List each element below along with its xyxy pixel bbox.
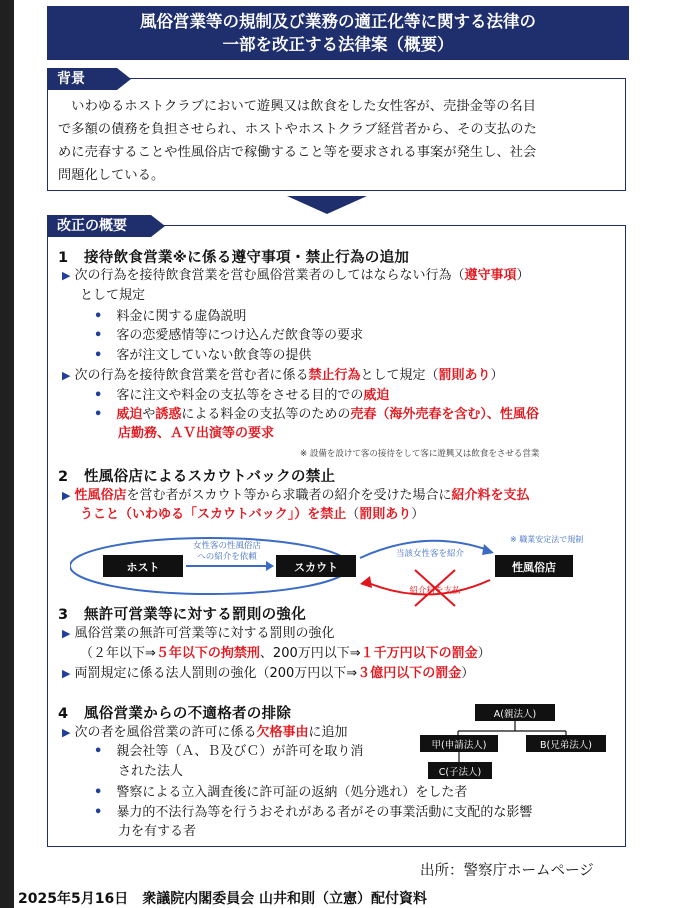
org-label-c: C(子法人)	[438, 767, 482, 778]
highlight-red: うこと（いわゆる「スカウトバック」）を禁止	[80, 507, 347, 522]
text: 警察による立入調査後に許可証の返納（処分逃れ）をした者	[116, 785, 468, 800]
text: に追加	[308, 725, 348, 740]
highlight-red: 売春（海外売春を含む）、性風俗	[350, 407, 539, 422]
s4-item	[94, 784, 467, 802]
highlight-red: ５年以下の拘禁刑	[155, 646, 260, 661]
bullet-dot-icon: •	[94, 328, 103, 343]
text: を営む者がスカウト等から求職者の紹介を受けた場合に	[126, 488, 452, 503]
background-panel	[47, 78, 626, 191]
highlight-red: 欠格事由	[256, 725, 309, 740]
highlight-red: 威迫	[116, 407, 143, 422]
bullet-dot-icon: •	[94, 407, 103, 422]
section-3-heading	[58, 603, 306, 624]
text: ）	[490, 368, 504, 383]
store-label: 性風俗店	[512, 561, 556, 574]
diagram-note: ※ 職業安定法で規制	[510, 535, 584, 544]
scout-back-diagram	[70, 528, 615, 610]
text: ）	[477, 646, 491, 661]
text: 客の恋愛感情等につけ込んだ飲食等の要求	[116, 328, 364, 343]
highlight-red: 罰則あり	[438, 368, 491, 383]
s1-item	[94, 406, 539, 424]
section-number: 2	[58, 469, 69, 485]
triangle-bullet-icon: ▶	[62, 667, 71, 680]
bullet-dot-icon: •	[94, 388, 103, 403]
bullet-dot-icon: •	[94, 309, 103, 324]
text: による料金の支払等のための	[181, 407, 351, 422]
text: ）	[411, 507, 425, 522]
text: 次の行為を接待飲食営業を営む者に係る	[74, 368, 309, 383]
s1-item	[94, 387, 389, 405]
text: 客が注文していない飲食等の提供	[116, 348, 312, 363]
distribution-note: 2025年5月16日 衆議院内閣委員会 山井和則（立憲）配付資料	[18, 891, 428, 907]
s3-line	[62, 665, 474, 683]
section-title: 接待飲食営業※に係る遵守事項・禁止行為の追加	[84, 250, 410, 266]
background-label: 背景	[47, 68, 117, 90]
background-line: 問題化している。	[58, 168, 165, 183]
s3-detail	[80, 645, 491, 663]
bullet-dot-icon: •	[94, 744, 103, 759]
text: 客に注文や料金の支払等をさせる目的での	[116, 388, 364, 403]
text: 風俗営業の無許可営業等に対する罰則の強化	[74, 626, 335, 641]
intro-arrowhead-icon	[482, 544, 494, 555]
highlight-red: 威迫	[363, 388, 390, 403]
triangle-bullet-icon: ▶	[62, 726, 71, 739]
bullet-dot-icon: •	[94, 805, 103, 820]
section-2-heading	[58, 465, 335, 486]
background-line: いわゆるホストクラブにおいて遊興又は飲食をした女性客が、売掛金等の名目	[58, 99, 537, 114]
text: 次の行為を接待飲食営業を営む風俗営業者のしてはならない行為（	[74, 268, 465, 283]
background-line: で多額の債務を負担させられ、ホストやホストクラブ経営者から、その支払のた	[58, 122, 537, 137]
background-line: めに売春することや性風俗店で稼働すること等を要求される事案が発生し、社会	[58, 145, 537, 160]
s1-prohibit-line	[62, 367, 504, 385]
request-label-2: への紹介を依頼	[197, 552, 257, 562]
s1-item	[94, 308, 246, 326]
bullet-dot-icon: •	[94, 348, 103, 363]
section-title: 風俗営業からの不適格者の排除	[84, 706, 292, 722]
request-arrowhead-icon	[266, 561, 274, 571]
org-label-a: A(親法人)	[493, 709, 537, 720]
fee-arrowhead-icon	[360, 576, 372, 588]
bullet-dot-icon: •	[94, 785, 103, 800]
highlight-red: １千万円以下の罰金	[360, 646, 478, 661]
page-title	[47, 6, 629, 60]
highlight-red: 誘惑	[155, 407, 182, 422]
text: 料金に関する虚偽説明	[116, 309, 247, 324]
org-label-b: B(兄弟法人)	[540, 740, 592, 751]
s1-rule-line	[62, 267, 530, 285]
highlight-red: 性風俗店	[74, 488, 127, 503]
s4-item-cont: された法人	[118, 764, 184, 779]
fee-label: 紹介料を支払	[409, 586, 461, 596]
text: ）	[461, 666, 475, 681]
text: や	[142, 407, 156, 422]
section-number: 3	[58, 607, 69, 623]
section-number: 4	[58, 706, 69, 722]
highlight-red: 罰則あり	[359, 507, 412, 522]
section-4-heading	[58, 702, 291, 723]
triangle-bullet-icon: ▶	[62, 269, 71, 282]
s2-rule-line	[62, 487, 530, 505]
scout-label: スカウト	[294, 561, 338, 574]
highlight-red: 店勤務、ＡＶ出演等の要求	[118, 426, 275, 441]
text: 親会社等（Ａ、Ｂ及びＣ）が許可を取り消	[116, 744, 364, 759]
triangle-bullet-icon: ▶	[62, 369, 71, 382]
s2-rule-line-cont	[80, 506, 424, 524]
down-arrow-icon	[287, 196, 367, 214]
s4-item	[94, 804, 532, 822]
triangle-bullet-icon: ▶	[62, 627, 71, 640]
org-chart-diagram	[420, 703, 610, 781]
text: として規定（	[360, 368, 439, 383]
background-text	[48, 79, 625, 187]
s1-rule-line-cont: として規定	[80, 288, 146, 303]
text: 暴力的不法行為等を行うおそれがある者がその事業活動に支配的な影響	[116, 805, 533, 820]
text: （２年以下⇒	[80, 646, 156, 661]
left-dark-edge	[0, 0, 14, 908]
s1-footnote: ※ 設備を設けて客の接待をして客に遊興又は飲食をさせる営業	[300, 449, 540, 459]
title-line-2: 一部を改正する法律案（概要）	[222, 35, 454, 54]
text: （	[346, 507, 360, 522]
title-line-1: 風俗営業等の規制及び業務の適正化等に関する法律の	[140, 12, 536, 31]
s4-line	[62, 724, 348, 742]
section-title: 性風俗店によるスカウトバックの禁止	[84, 469, 336, 485]
text: 、200万円以下⇒	[259, 646, 361, 661]
section-1-heading	[58, 246, 409, 267]
org-label-k: 甲(申請法人)	[431, 740, 487, 751]
text: ）	[516, 268, 530, 283]
section-number: 1	[58, 250, 69, 266]
s4-item-cont: 力を有する者	[118, 824, 197, 839]
s1-item	[94, 347, 311, 365]
text: 両罰規定に係る法人罰則の強化（200万円以下⇒	[74, 666, 358, 681]
triangle-bullet-icon: ▶	[62, 489, 71, 502]
section-title: 無許可営業等に対する罰則の強化	[84, 607, 306, 623]
s1-item-cont	[118, 425, 274, 443]
highlight-red: ３億円以下の罰金	[357, 666, 462, 681]
intro-label: 当該女性客を紹介	[395, 549, 465, 559]
text: 次の者を風俗営業の許可に係る	[74, 725, 257, 740]
highlight-red: 紹介料を支払	[451, 488, 530, 503]
s3-line	[62, 625, 334, 643]
s1-item	[94, 327, 363, 345]
s4-item	[94, 743, 363, 761]
overview-label: 改正の概要	[47, 215, 151, 237]
source-credit: 出所：警察庁ホームページ	[420, 863, 594, 879]
highlight-red: 禁止行為	[308, 368, 361, 383]
highlight-red: 遵守事項	[464, 268, 517, 283]
request-label-1: 女性客の性風俗店	[192, 541, 262, 551]
host-label: ホスト	[126, 561, 160, 574]
